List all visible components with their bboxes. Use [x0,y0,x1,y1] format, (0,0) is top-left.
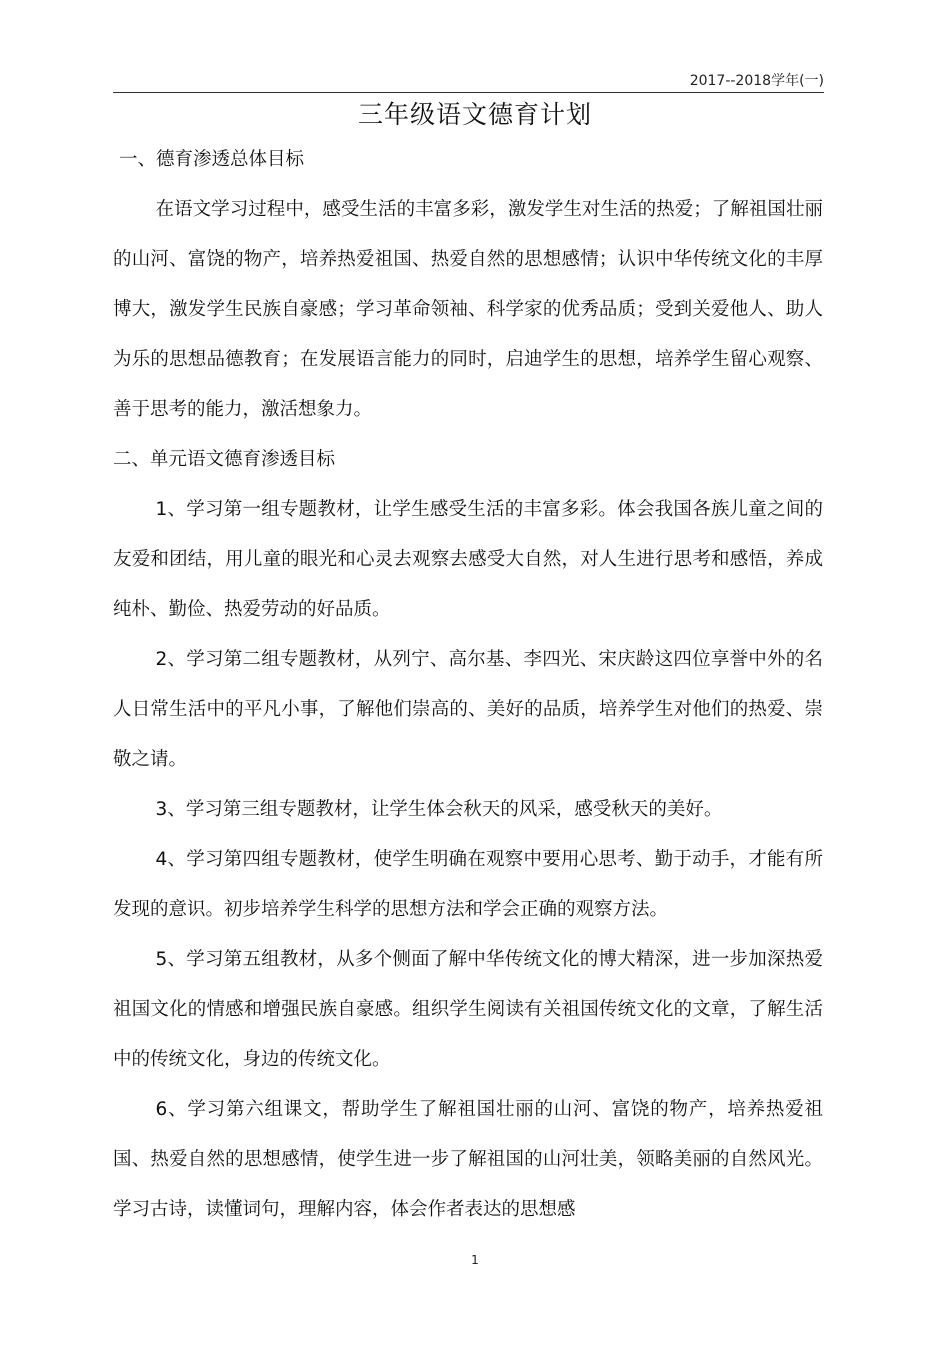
document-title: 三年级语文德育计划 [357,100,592,129]
section-2-item-5: 5、学习第五组教材，从多个侧面了解中华传统文化的博大精深，进一步加深热爱祖国文化的情感和增强民族自豪感。组织学生阅读有关祖国传统文化的文章，了解生活中的传统文化，身边的传统文化。 [113,949,823,1070]
section-2-item-3: 3、学习第三组专题教材，让学生体会秋天的风采，感受秋天的美好。 [155,799,723,820]
section-2-item-1: 1、学习第一组专题教材，让学生感受生活的丰富多彩。体会我国各族儿童之间的友爱和团结，用儿童的眼光和心灵去观察去感受大自然，对人生进行思考和感悟，养成纯朴、勤俭、热爱劳动的好品质。 [113,499,823,620]
document-body [113,135,823,1235]
section-2-item-2: 2、学习第二组专题教材，从列宁、高尔基、李四光、宋庆龄这四位享誉中外的名人日常生活中的平凡小事，了解他们崇高的、美好的品质，培养学生对他们的热爱、崇敬之请。 [113,649,823,770]
page-number: 1 [471,1253,479,1267]
section-2-item-4: 4、学习第四组专题教材，使学生明确在观察中要用心思考、勤于动手，才能有所发现的意识。初步培养学生科学的思想方法和学会正确的观察方法。 [113,849,823,920]
section-1-heading: 一、德育渗透总体目标 [119,149,305,170]
section-1-paragraph: 在语文学习过程中，感受生活的丰富多彩，激发学生对生活的热爱；了解祖国壮丽的山河、富饶的物产，培养热爱祖国、热爱自然的思想感情；认识中华传统文化的丰厚博大，激发学生民族自豪感；学习革命领袖、科学家的优秀品质；受到关爱他人、助人为乐的思想品德教育；在发展语言能力的同时，启迪学生的思想，培养学生留心观察、善于思考的能力，激活想象力。 [113,199,823,420]
header-divider [113,92,824,93]
header-year-label: 2017--2018学年(一) [689,73,824,89]
section-2-heading: 二、单元语文德育渗透目标 [113,449,336,470]
section-2-item-6: 6、学习第六组课文，帮助学生了解祖国壮丽的山河、富饶的物产，培养热爱祖国、热爱自然的思想感情，使学生进一步了解祖国的山河壮美，领略美丽的自然风光。学习古诗，读懂词句，理解内容，体会作者表达的思想感 [113,1099,823,1220]
